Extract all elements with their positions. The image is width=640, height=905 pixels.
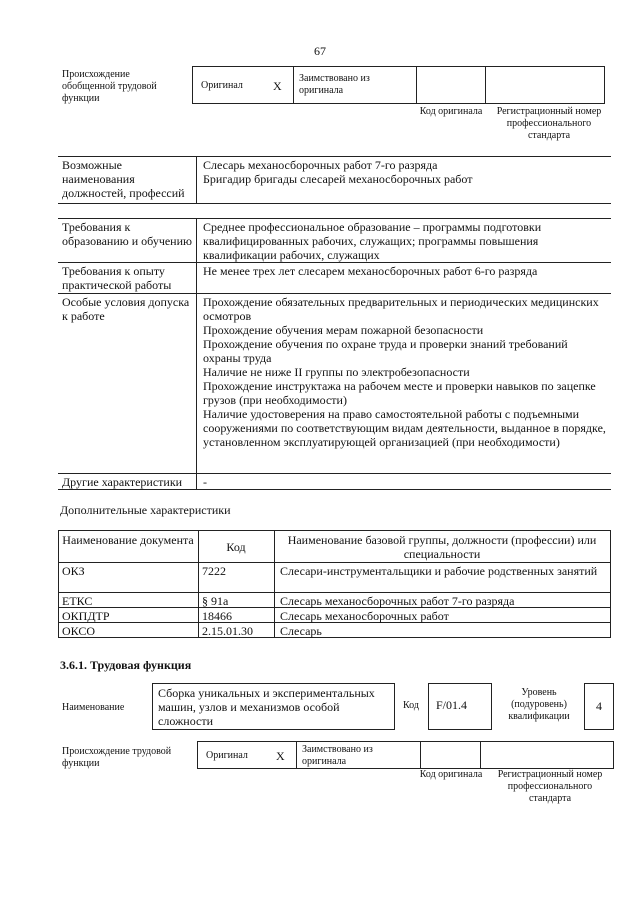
education-text: Среднее профессиональное образование – программы подготовки квалифицированных рабочих, служащих; программы повышения квалификации рабочих, служащих <box>203 220 542 262</box>
borrowed-cell <box>293 66 417 104</box>
divider <box>58 218 611 219</box>
divider <box>58 592 611 593</box>
row-code: § 91а <box>202 594 229 608</box>
code-caption: Код оригинала <box>419 106 483 117</box>
divider <box>58 530 59 638</box>
divider <box>58 530 611 531</box>
row-code: 2.15.01.30 <box>202 624 253 638</box>
divider <box>58 562 611 563</box>
function-code-box <box>428 683 492 730</box>
reg-cell <box>485 66 605 104</box>
divider <box>610 530 611 638</box>
page-number: 67 <box>314 44 326 58</box>
special-condition-item: Наличие не ниже II группы по электробезопасности <box>203 365 470 379</box>
row-doc: ЕТКС <box>62 594 93 608</box>
special-condition-item: Прохождение обязательных предварительных и периодических медицинских осмотров <box>203 295 599 323</box>
other-characteristics-text: - <box>203 475 207 489</box>
borrowed-cell <box>296 741 421 769</box>
origin-bottom-label: Происхождение трудовой функции <box>62 746 172 769</box>
special-conditions-list <box>203 295 608 449</box>
special-conditions-label: Особые условия допуска к работе <box>62 295 190 323</box>
special-condition-item: Прохождение обучения по охране труда и проверки знаний требований охраны труда <box>203 337 568 365</box>
experience-label: Требования к опыту практической работы <box>62 264 172 292</box>
possible-names-label: Возможные наименования должностей, профессий <box>62 158 185 200</box>
col-header-document: Наименование документа <box>62 533 194 547</box>
divider <box>196 156 197 204</box>
row-code: 18466 <box>202 609 232 623</box>
original-cell <box>192 66 294 104</box>
divider <box>196 218 197 490</box>
origin-table <box>192 66 605 104</box>
divider <box>58 293 611 294</box>
experience-text: Не менее трех лет слесарем механосборочных работ 6-го разряда <box>203 264 538 278</box>
reg-caption: Регистрационный номер профессионального стандарта <box>497 769 603 804</box>
special-condition-item: Прохождение инструктажа на рабочем месте и проверки навыков по зацепке грузов (при необходимости) <box>203 379 596 407</box>
original-mark: X <box>273 79 282 93</box>
divider <box>58 473 611 474</box>
divider <box>58 262 611 263</box>
divider <box>58 203 611 204</box>
reg-caption: Регистрационный номер профессионального стандарта <box>496 106 602 141</box>
divider <box>58 489 611 490</box>
original-label: Оригинал <box>201 80 243 91</box>
divider <box>274 530 275 638</box>
original-mark: X <box>276 749 285 763</box>
row-name: Слесарь <box>280 624 322 638</box>
special-condition-item: Наличие удостоверения на право самостоятельной работы с подъемными сооружениями по соответствующим видам деятельности, выданное в порядке, установленном эксплуатирующей организацией (при необходимости) <box>203 407 606 449</box>
additional-heading: Дополнительные характеристики <box>60 503 231 517</box>
function-code-label: Код <box>403 700 419 711</box>
origin-bottom-table <box>197 741 614 769</box>
original-cell <box>197 741 297 769</box>
code-cell <box>420 741 481 769</box>
level-value: 4 <box>596 699 602 713</box>
function-name-box <box>152 683 395 730</box>
row-doc: ОКСО <box>62 624 96 638</box>
borrowed-label: Заимствовано из оригинала <box>302 744 373 767</box>
row-code: 7222 <box>202 564 226 578</box>
divider <box>198 530 199 638</box>
row-doc: ОКПДТР <box>62 609 110 623</box>
function-heading: 3.6.1. Трудовая функция <box>60 658 192 672</box>
col-header-code: Код <box>226 540 246 554</box>
row-name: Слесарь механосборочных работ 7-го разряда <box>280 594 515 608</box>
level-label: Уровень (подуровень) квалификации <box>508 687 570 722</box>
row-doc: ОКЗ <box>62 564 85 578</box>
borrowed-label: Заимствовано из оригинала <box>299 73 370 96</box>
education-label: Требования к образованию и обучению <box>62 220 192 248</box>
special-condition-item: Прохождение обучения мерам пожарной безопасности <box>203 323 484 337</box>
code-cell <box>416 66 486 104</box>
code-caption: Код оригинала <box>419 769 483 780</box>
other-characteristics-label: Другие характеристики <box>62 475 183 489</box>
function-name-text: Сборка уникальных и экспериментальных машин, узлов и механизмов особой сложности <box>158 686 375 728</box>
possible-name-item: Бригадир бригады слесарей механосборочных работ <box>203 172 473 186</box>
possible-names-list <box>203 158 608 186</box>
function-name-label: Наименование <box>62 702 125 713</box>
row-name: Слесарь механосборочных работ <box>280 609 449 623</box>
reg-cell <box>480 741 614 769</box>
possible-name-item: Слесарь механосборочных работ 7-го разряда <box>203 158 438 172</box>
function-code-value: F/01.4 <box>436 698 468 712</box>
divider <box>58 156 611 157</box>
level-box <box>584 683 614 730</box>
col-header-name: Наименование базовой группы, должности (профессии) или специальности <box>287 533 597 561</box>
origin-label: Происхождение обобщенной трудовой функции <box>62 69 157 104</box>
row-name: Слесари-инструментальщики и рабочие родственных занятий <box>280 564 598 578</box>
original-label: Оригинал <box>206 750 248 761</box>
